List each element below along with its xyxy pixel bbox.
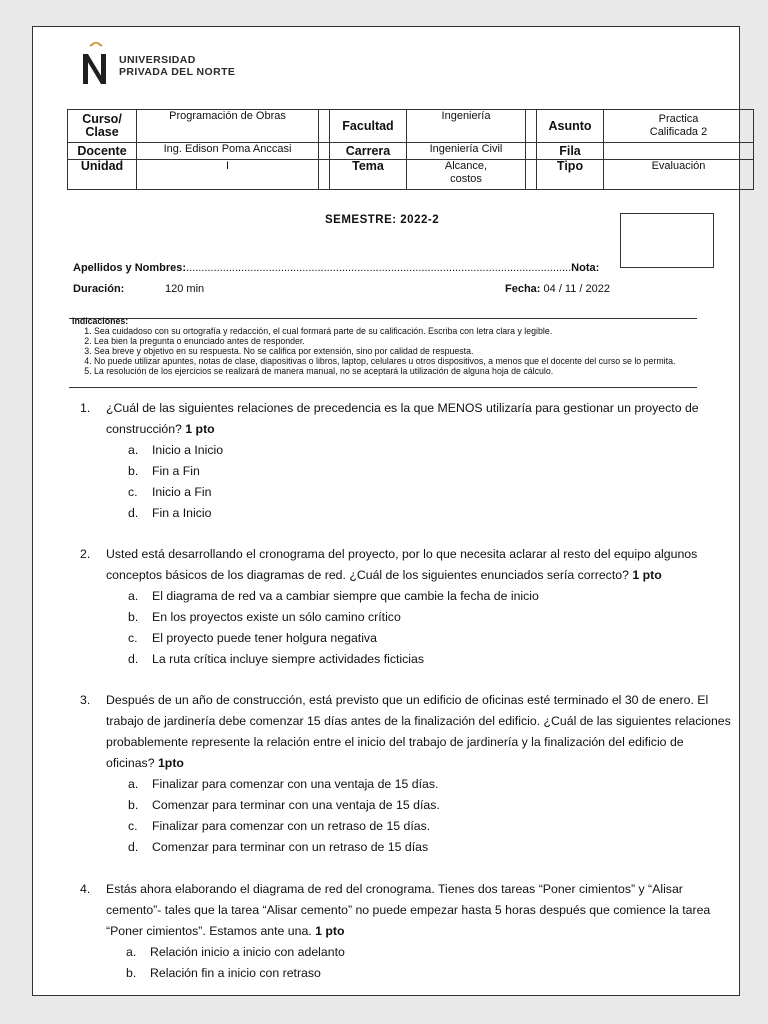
question-points: 1 pto [185,422,215,436]
question-points: 1pto [157,756,184,770]
info-value: Programación de Obras [137,110,319,143]
info-label: Tema [330,160,407,190]
instruction-item: 4. No puede utilizar apuntes, notas de clase, diapositivas o libros, laptop, celulares u otros dispositivos, a menos que el docente del curso se lo permita. [94,356,732,366]
options-list [80,440,732,524]
names-label: Apellidos y Nombres: [73,262,187,274]
instruction-item: 2. Lea bien la pregunta o enunciado antes de responder. [94,336,732,346]
question-number: 3. [80,693,91,707]
question-number: 2. [80,547,91,561]
option[interactable]: d. Comenzar para terminar con un retraso de 15 días [128,840,429,854]
course-info-table [67,109,754,190]
info-label: Docente [68,143,137,160]
option[interactable]: c. El proyecto puede tener holgura negativa [128,631,377,645]
option[interactable]: a. Finalizar para comenzar con una ventaja de 15 días. [128,777,439,791]
student-name-row[interactable] [73,262,599,274]
question-text: Estás ahora elaborando el diagrama de red del cronograma. Tienes dos tareas “Poner cimientos” y “Alisar cemento”- tales que la tarea “Alisar cemento” no puede empezar hasta 5 horas después que comience la tarea “Poner cimientos”. Estamos ante una. 1 pto [106,882,711,938]
info-label: Unidad [68,160,137,190]
fecha-label: Fecha: [505,283,541,295]
info-label: Asunto [537,110,604,143]
instructions-list [72,326,732,376]
question-number: 1. [80,401,91,415]
info-row [68,143,754,160]
divider [69,387,697,388]
question-3 [80,690,732,858]
info-value: Practica Calificada 2 [604,110,754,143]
fecha-row [505,283,610,295]
nota-label: Nota: [571,262,600,274]
question-text: Después de un año de construcción, está previsto que un edificio de oficinas esté terminado el 30 de enero. El trabajo de jardinería debe comenzar 15 días antes de la finalización del edificio. ¿Cuál de las siguientes relaciones probablemente represente la relación entre el inicio del trabajo de jardinería y la finalización del edificio de oficinas? 1pto [106,693,731,770]
info-label: Fila [537,143,604,160]
university-name-line1: UNIVERSIDAD [119,54,196,66]
university-name [119,54,235,78]
fecha-value: 04 / 11 / 2022 [543,283,610,295]
instruction-item: 3. Sea breve y objetivo en su respuesta. No se califica por extensión, sino por calidad de respuesta. [94,346,732,356]
info-value: Alcance, costos [407,160,526,190]
info-row [68,160,754,190]
exam-page [32,26,740,996]
info-value: Evaluación [604,160,754,190]
option[interactable]: d. La ruta crítica incluye siempre actividades ficticias [128,652,425,666]
question-2 [80,544,732,670]
option[interactable]: b. Comenzar para terminar con una ventaja de 15 días. [128,798,440,812]
grade-box[interactable] [620,213,714,268]
info-value: I [137,160,319,190]
info-value: Ingeniería [407,110,526,143]
question-1 [80,398,732,524]
question-points: 1 pto [315,924,345,938]
question-number: 4. [80,882,91,896]
names-blank[interactable]: .............................................................................................................................. [186,262,572,274]
info-value: Ing. Edison Poma Anccasi [137,143,319,160]
option[interactable]: b. En los proyectos existe un sólo camino crítico [128,610,401,624]
info-value [604,143,754,160]
info-value: Ingeniería Civil [407,143,526,160]
info-label: Tipo [537,160,604,190]
semester-title: SEMESTRE: 2022-2 [325,214,440,226]
university-name-line2: PRIVADA DEL NORTE [119,66,236,78]
duracion-label: Duración: [73,283,125,295]
options-list [80,774,732,858]
option[interactable]: b. Fin a Fin [128,464,200,478]
option[interactable]: b. Relación fin a inicio con retraso [126,966,321,980]
instruction-item: 5. La resolución de los ejercicios se realizará de manera manual, no se aceptará la utilización de alguna hoja de cálculo. [94,366,732,376]
option[interactable]: c. Finalizar para comenzar con un retraso de 15 días. [128,819,431,833]
info-row [68,110,754,143]
options-list [80,942,732,984]
options-list [80,586,732,670]
question-points: 1 pto [632,568,662,582]
option[interactable]: a. Inicio a Inicio [128,443,224,457]
instruction-item: 1. Sea cuidadoso con su ortografía y redacción, el cual formará parte de su calificación. Escriba con letra clara y legible. [94,326,732,336]
option[interactable]: a. El diagrama de red va a cambiar siempre que cambie la fecha de inicio [128,589,539,603]
instructions-title: Indicaciones: [72,316,129,326]
info-label: Facultad [330,110,407,143]
option[interactable]: d. Fin a Inicio [128,506,212,520]
option[interactable]: c. Inicio a Fin [128,485,212,499]
duracion-value: 120 min [165,283,205,295]
upn-logo-icon [81,42,111,88]
info-label: Curso/ Clase [68,110,137,143]
instructions [72,316,732,376]
info-label: Carrera [330,143,407,160]
question-text: Usted está desarrollando el cronograma del proyecto, por lo que necesita aclarar al resto del equipo algunos conceptos básicos de los diagramas de red. ¿Cuál de los siguientes enunciados sería correcto? 1 pto [106,547,698,582]
question-text: ¿Cuál de las siguientes relaciones de precedencia es la que MENOS utilizaría para gestionar un proyecto de construcción? 1 pto [106,401,699,436]
option[interactable]: a. Relación inicio a inicio con adelanto [126,945,345,959]
question-4 [80,879,732,984]
